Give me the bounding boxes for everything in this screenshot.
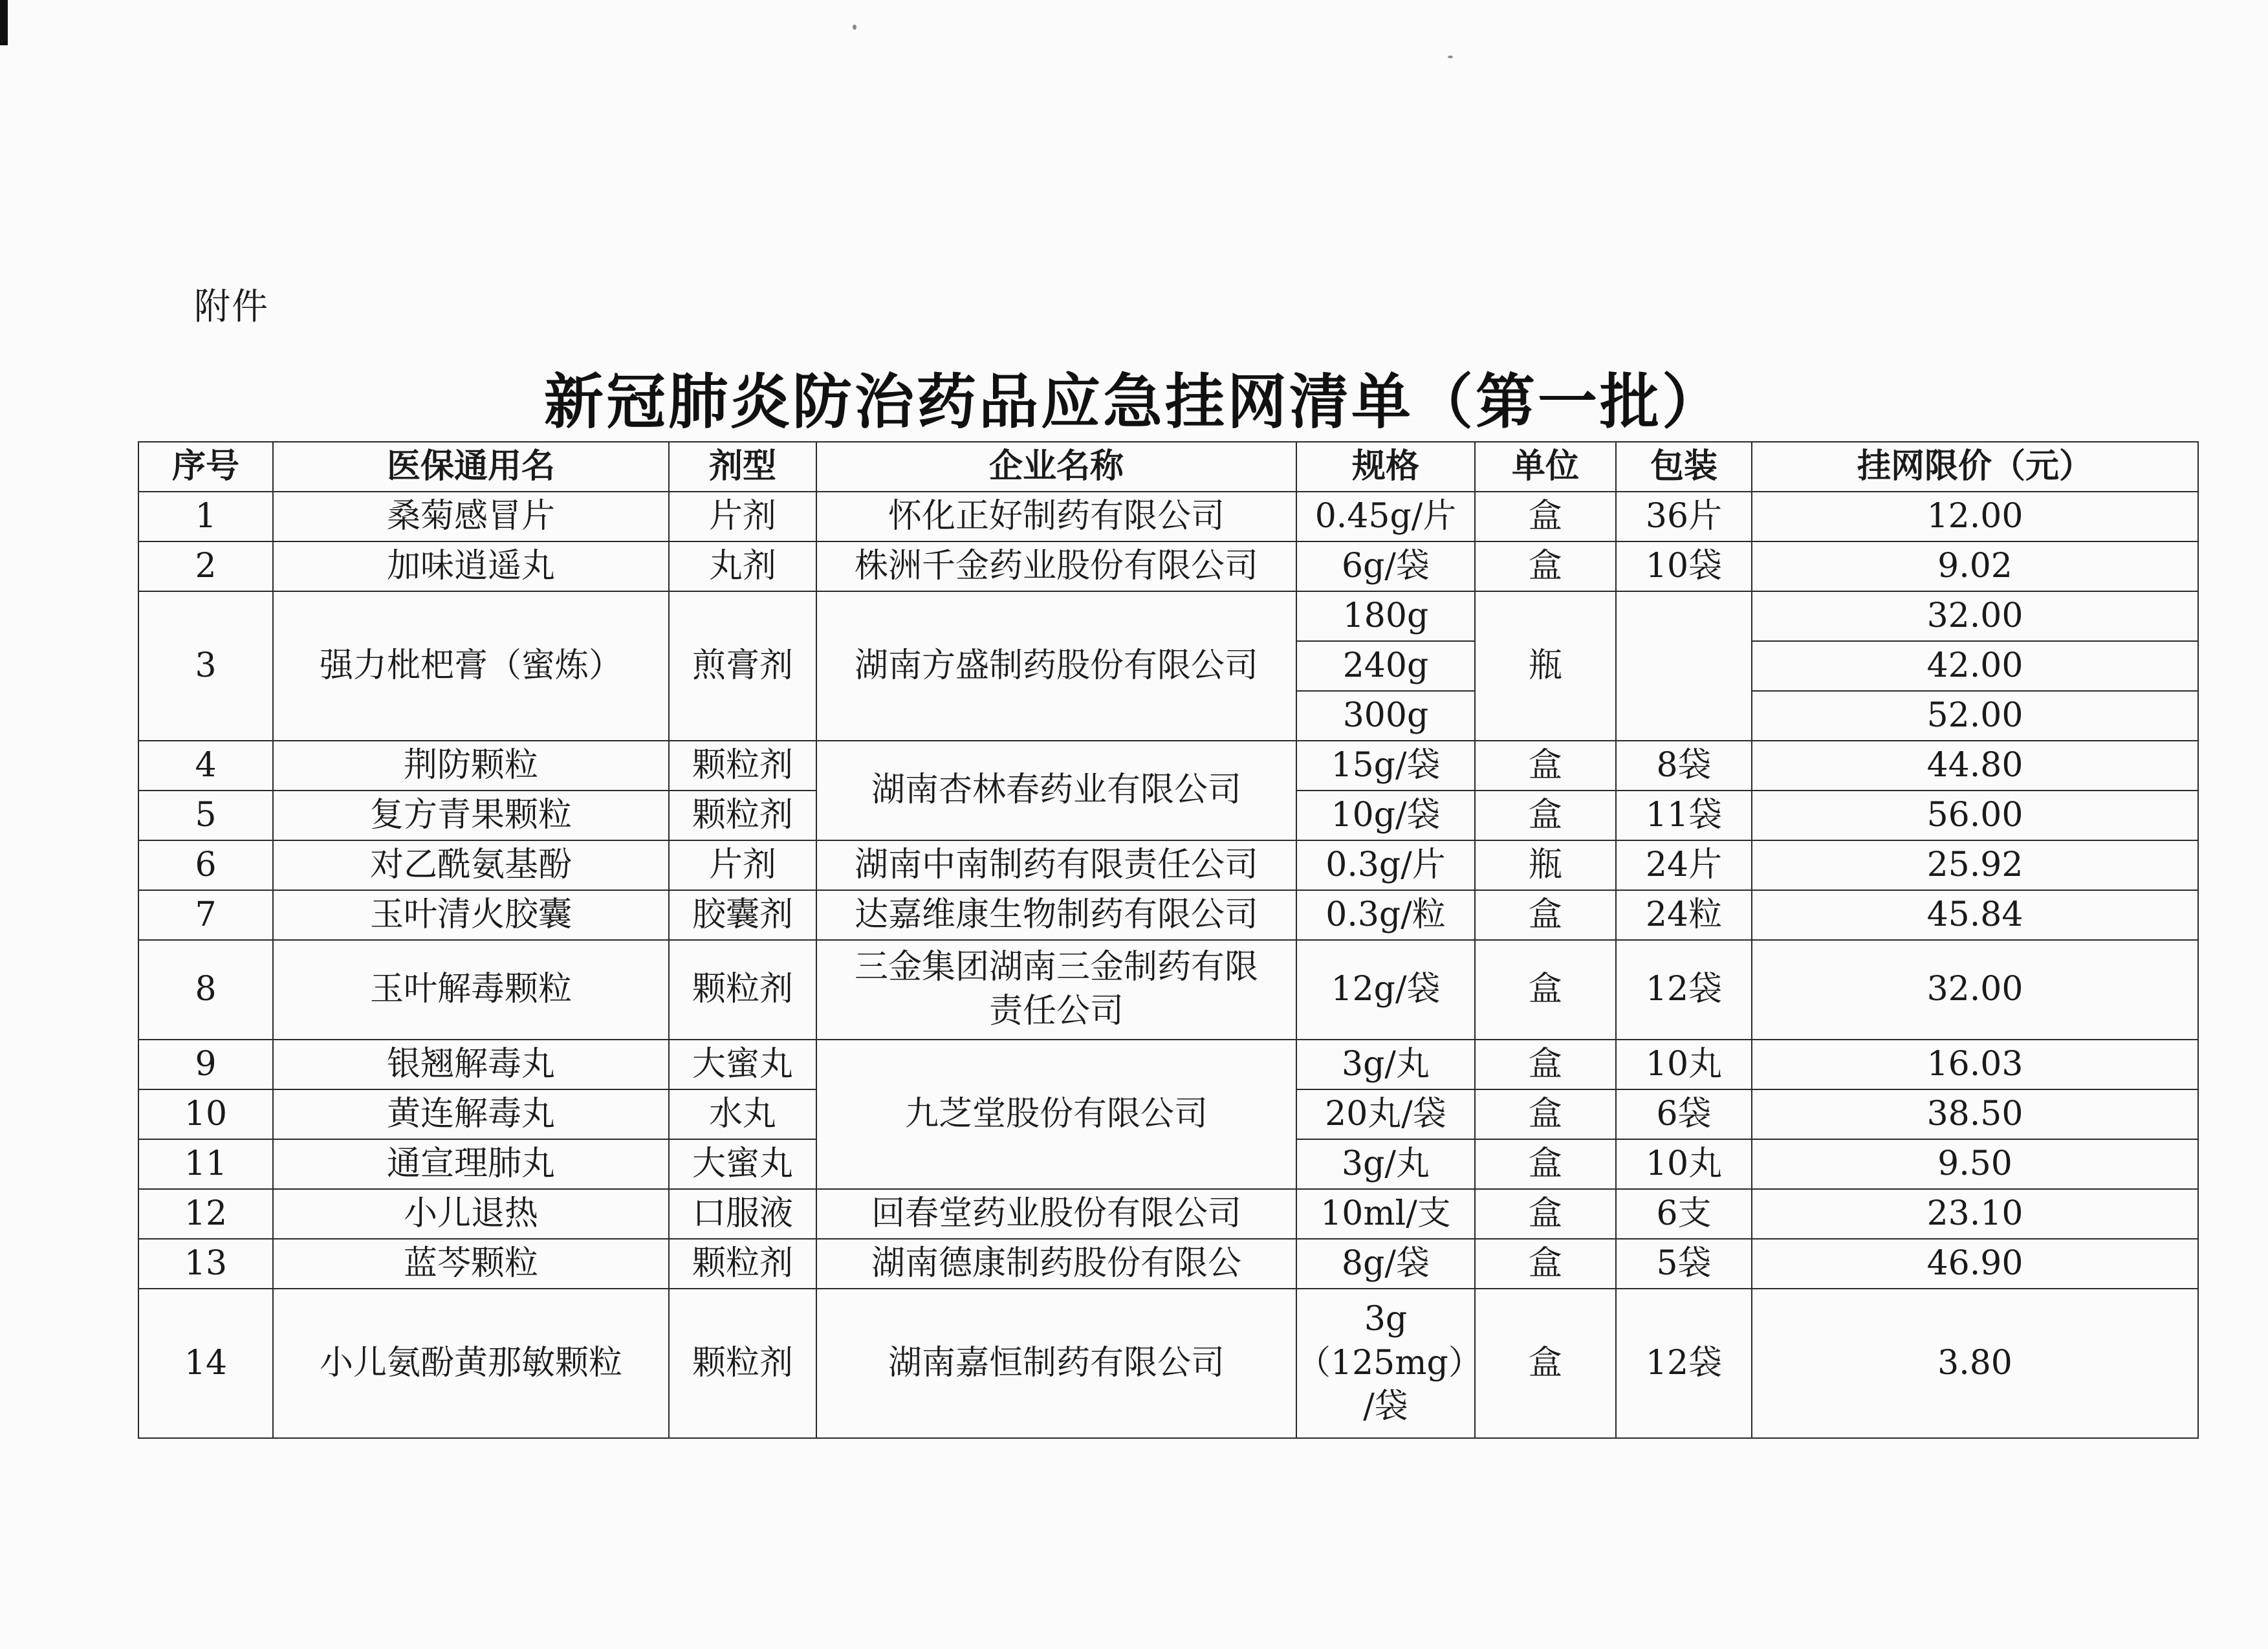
cell-form: 颗粒剂 bbox=[669, 741, 816, 791]
table-header-row bbox=[138, 442, 2198, 492]
cell-seq: 12 bbox=[138, 1189, 273, 1239]
cell-unit: 盒 bbox=[1475, 1289, 1616, 1438]
cell-pack: 24粒 bbox=[1616, 890, 1752, 940]
cell-seq: 10 bbox=[138, 1089, 273, 1139]
cell-spec: 3g/丸 bbox=[1296, 1139, 1475, 1189]
cell-spec: 6g/袋 bbox=[1296, 541, 1475, 591]
cell-unit: 盒 bbox=[1475, 890, 1616, 940]
cell-unit: 瓶 bbox=[1475, 840, 1616, 890]
cell-company: 株洲千金药业股份有限公司 bbox=[816, 541, 1296, 591]
cell-pack: 12袋 bbox=[1616, 1289, 1752, 1438]
cell-unit: 盒 bbox=[1475, 1239, 1616, 1289]
cell-pack: 10袋 bbox=[1616, 541, 1752, 591]
table-row bbox=[138, 541, 2198, 591]
table-row bbox=[138, 1040, 2198, 1089]
header-seq: 序号 bbox=[138, 442, 273, 492]
cell-name: 小儿氨酚黄那敏颗粒 bbox=[273, 1289, 669, 1438]
cell-seq: 11 bbox=[138, 1139, 273, 1189]
table-row bbox=[138, 1239, 2198, 1289]
scan-speck bbox=[1448, 56, 1453, 58]
document-title: 新冠肺炎防治药品应急挂网清单（第一批） bbox=[543, 367, 1724, 437]
scan-corner-mark bbox=[0, 0, 8, 45]
scan-speck bbox=[853, 25, 856, 30]
header-spec: 规格 bbox=[1296, 442, 1475, 492]
cell-price: 25.92 bbox=[1752, 840, 2198, 890]
cell-company: 达嘉维康生物制药有限公司 bbox=[816, 890, 1296, 940]
cell-spec: 12g/袋 bbox=[1296, 940, 1475, 1040]
cell-seq: 3 bbox=[138, 591, 273, 741]
cell-name: 蓝芩颗粒 bbox=[273, 1239, 669, 1289]
cell-name: 复方青果颗粒 bbox=[273, 791, 669, 840]
cell-price: 32.00 bbox=[1752, 940, 2198, 1040]
cell-form: 颗粒剂 bbox=[669, 1289, 816, 1438]
cell-name: 银翘解毒丸 bbox=[273, 1040, 669, 1089]
cell-company: 怀化正好制药有限公司 bbox=[816, 492, 1296, 541]
drug-list-table bbox=[138, 441, 2199, 1439]
table-row bbox=[138, 1189, 2198, 1239]
cell-seq: 8 bbox=[138, 940, 273, 1040]
cell-form: 颗粒剂 bbox=[669, 791, 816, 840]
cell-price: 12.00 bbox=[1752, 492, 2198, 541]
cell-spec: 8g/袋 bbox=[1296, 1239, 1475, 1289]
attachment-label: 附件 bbox=[194, 286, 269, 328]
cell-company bbox=[816, 940, 1296, 1040]
cell-spec: 15g/袋 bbox=[1296, 741, 1475, 791]
table-row bbox=[138, 741, 2198, 791]
cell-spec: 0.3g/粒 bbox=[1296, 890, 1475, 940]
cell-spec: 300g bbox=[1296, 691, 1475, 741]
cell-spec: 10ml/支 bbox=[1296, 1189, 1475, 1239]
cell-form: 大蜜丸 bbox=[669, 1040, 816, 1089]
cell-unit: 盒 bbox=[1475, 741, 1616, 791]
cell-name: 桑菊感冒片 bbox=[273, 492, 669, 541]
spec-line: （125mg） bbox=[1297, 1343, 1482, 1382]
cell-unit: 盒 bbox=[1475, 541, 1616, 591]
cell-unit: 盒 bbox=[1475, 1089, 1616, 1139]
cell-unit: 盒 bbox=[1475, 1040, 1616, 1089]
cell-form: 水丸 bbox=[669, 1089, 816, 1139]
cell-unit: 盒 bbox=[1475, 1189, 1616, 1239]
cell-form: 片剂 bbox=[669, 492, 816, 541]
table-row bbox=[138, 890, 2198, 940]
cell-seq: 14 bbox=[138, 1289, 273, 1438]
table-row bbox=[138, 492, 2198, 541]
cell-unit: 盒 bbox=[1475, 492, 1616, 541]
cell-company: 湖南方盛制药股份有限公司 bbox=[816, 591, 1296, 741]
cell-form: 丸剂 bbox=[669, 541, 816, 591]
cell-company: 九芝堂股份有限公司 bbox=[816, 1040, 1296, 1189]
spec-line: /袋 bbox=[1363, 1387, 1408, 1426]
cell-price: 16.03 bbox=[1752, 1040, 2198, 1089]
cell-form: 片剂 bbox=[669, 840, 816, 890]
header-unit: 单位 bbox=[1475, 442, 1616, 492]
table-row bbox=[138, 591, 2198, 641]
company-line: 责任公司 bbox=[988, 992, 1124, 1031]
header-price: 挂网限价（元） bbox=[1752, 442, 2198, 492]
cell-price: 23.10 bbox=[1752, 1189, 2198, 1239]
cell-name: 黄连解毒丸 bbox=[273, 1089, 669, 1139]
cell-price: 3.80 bbox=[1752, 1289, 2198, 1438]
table-row bbox=[138, 940, 2198, 1040]
cell-spec: 240g bbox=[1296, 641, 1475, 691]
cell-form: 口服液 bbox=[669, 1189, 816, 1239]
cell-name: 强力枇杷膏（蜜炼） bbox=[273, 591, 669, 741]
cell-spec: 0.45g/片 bbox=[1296, 492, 1475, 541]
cell-pack: 11袋 bbox=[1616, 791, 1752, 840]
cell-pack: 6袋 bbox=[1616, 1089, 1752, 1139]
cell-seq: 7 bbox=[138, 890, 273, 940]
cell-company: 湖南中南制药有限责任公司 bbox=[816, 840, 1296, 890]
cell-name: 玉叶清火胶囊 bbox=[273, 890, 669, 940]
cell-company: 湖南杏林春药业有限公司 bbox=[816, 741, 1296, 840]
cell-price: 56.00 bbox=[1752, 791, 2198, 840]
cell-pack: 10丸 bbox=[1616, 1139, 1752, 1189]
cell-pack bbox=[1616, 591, 1752, 741]
header-pack: 包装 bbox=[1616, 442, 1752, 492]
spec-line: 3g bbox=[1364, 1300, 1408, 1339]
cell-price: 44.80 bbox=[1752, 741, 2198, 791]
cell-seq: 1 bbox=[138, 492, 273, 541]
cell-pack: 24片 bbox=[1616, 840, 1752, 890]
company-line: 三金集团湖南三金制药有限 bbox=[854, 948, 1258, 987]
cell-form: 煎膏剂 bbox=[669, 591, 816, 741]
cell-unit: 盒 bbox=[1475, 940, 1616, 1040]
cell-pack: 10丸 bbox=[1616, 1040, 1752, 1089]
cell-company: 回春堂药业股份有限公司 bbox=[816, 1189, 1296, 1239]
cell-spec: 10g/袋 bbox=[1296, 791, 1475, 840]
cell-price: 42.00 bbox=[1752, 641, 2198, 691]
cell-price: 46.90 bbox=[1752, 1239, 2198, 1289]
cell-name: 通宣理肺丸 bbox=[273, 1139, 669, 1189]
cell-price: 32.00 bbox=[1752, 591, 2198, 641]
cell-seq: 4 bbox=[138, 741, 273, 791]
cell-name: 加味逍遥丸 bbox=[273, 541, 669, 591]
cell-form: 颗粒剂 bbox=[669, 1239, 816, 1289]
cell-seq: 5 bbox=[138, 791, 273, 840]
cell-company: 湖南嘉恒制药有限公司 bbox=[816, 1289, 1296, 1438]
cell-spec bbox=[1296, 1289, 1482, 1438]
cell-seq: 13 bbox=[138, 1239, 273, 1289]
cell-form: 胶囊剂 bbox=[669, 890, 816, 940]
cell-name: 荆防颗粒 bbox=[273, 741, 669, 791]
cell-name: 小儿退热 bbox=[273, 1189, 669, 1239]
cell-price: 52.00 bbox=[1752, 691, 2198, 741]
cell-unit: 瓶 bbox=[1475, 591, 1616, 741]
table-row bbox=[138, 1289, 2198, 1438]
cell-company: 湖南德康制药股份有限公 bbox=[816, 1239, 1296, 1289]
cell-spec: 20丸/袋 bbox=[1296, 1089, 1475, 1139]
cell-price: 38.50 bbox=[1752, 1089, 2198, 1139]
cell-spec: 0.3g/片 bbox=[1296, 840, 1475, 890]
header-name: 医保通用名 bbox=[273, 442, 669, 492]
cell-pack: 12袋 bbox=[1616, 940, 1752, 1040]
header-company: 企业名称 bbox=[816, 442, 1296, 492]
cell-pack: 6支 bbox=[1616, 1189, 1752, 1239]
cell-unit: 盒 bbox=[1475, 791, 1616, 840]
cell-seq: 9 bbox=[138, 1040, 273, 1089]
header-form: 剂型 bbox=[669, 442, 816, 492]
cell-seq: 6 bbox=[138, 840, 273, 890]
cell-unit: 盒 bbox=[1475, 1139, 1616, 1189]
cell-form: 颗粒剂 bbox=[669, 940, 816, 1040]
cell-name: 玉叶解毒颗粒 bbox=[273, 940, 669, 1040]
cell-name: 对乙酰氨基酚 bbox=[273, 840, 669, 890]
cell-seq: 2 bbox=[138, 541, 273, 591]
cell-price: 9.50 bbox=[1752, 1139, 2198, 1189]
cell-pack: 36片 bbox=[1616, 492, 1752, 541]
cell-price: 9.02 bbox=[1752, 541, 2198, 591]
cell-spec: 3g/丸 bbox=[1296, 1040, 1475, 1089]
cell-spec: 180g bbox=[1296, 591, 1475, 641]
cell-pack: 5袋 bbox=[1616, 1239, 1752, 1289]
cell-price: 45.84 bbox=[1752, 890, 2198, 940]
cell-pack: 8袋 bbox=[1616, 741, 1752, 791]
cell-form: 大蜜丸 bbox=[669, 1139, 816, 1189]
table-row bbox=[138, 840, 2198, 890]
